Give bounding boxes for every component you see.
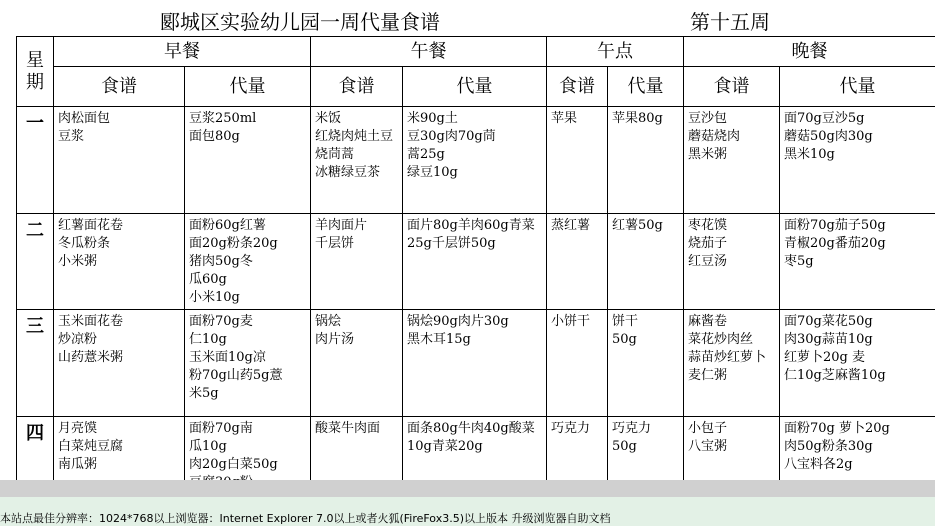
- meal-header-breakfast: 早餐: [54, 37, 311, 67]
- dinner-amount-cell: 面70g豆沙5g 蘑菇50g肉30g 黑米10g: [780, 107, 935, 214]
- snack-amount-cell: 饼干 50g: [608, 310, 684, 417]
- day-cell: 四: [17, 417, 54, 517]
- footer-note: 本站点最佳分辨率：1024*768以上浏览器：Internet Explorer 7.0以上或者火狐(FireFox3.5)以上版本 升级浏览器自助文档: [0, 512, 611, 525]
- snack-amount-cell: 巧克力 50g: [608, 417, 684, 517]
- amount-header: 代量: [403, 67, 547, 107]
- meal-header-snack: 午点: [547, 37, 684, 67]
- snack-recipe-cell: 蒸红薯: [547, 214, 608, 310]
- recipe-header: 食谱: [684, 67, 780, 107]
- breakfast-amount-cell: 豆浆250ml 面包80g: [185, 107, 311, 214]
- recipe-header: 食谱: [311, 67, 403, 107]
- breakfast-amount-cell: 面粉60g红薯 面20g粉条20g 猪肉50g冬 瓜60g 小米10g: [185, 214, 311, 310]
- day-cell: 三: [17, 310, 54, 417]
- recipe-header: 食谱: [547, 67, 608, 107]
- weekly-menu-table: [16, 36, 935, 517]
- week-label: 第十五周: [690, 10, 770, 34]
- lunch-amount-cell: 面片80g羊肉60g青菜25g千层饼50g: [403, 214, 547, 310]
- table-row: [17, 107, 935, 214]
- lunch-recipe-cell: 米饭 红烧肉炖土豆 烧茼蒿 冰糖绿豆茶: [311, 107, 403, 214]
- page-title: 郾城区实验幼儿园一周代量食谱: [160, 10, 440, 34]
- lunch-amount-cell: 面条80g牛肉40g酸菜10g青菜20g: [403, 417, 547, 517]
- breakfast-amount-cell: 面粉70g麦 仁10g 玉米面10g凉 粉70g山药5g薏 米5g: [185, 310, 311, 417]
- dinner-amount-cell: 面粉70g 萝卜20g 肉50g粉条30g 八宝料各2g: [780, 417, 935, 517]
- snack-recipe-cell: 小饼干: [547, 310, 608, 417]
- dinner-recipe-cell: 麻酱卷 菜花炒肉丝 蒜苗炒红萝卜 麦仁粥: [684, 310, 780, 417]
- lunch-recipe-cell: 羊肉面片 千层饼: [311, 214, 403, 310]
- recipe-header: 食谱: [54, 67, 185, 107]
- lunch-amount-cell: 米90g土 豆30g肉70g茼 蒿25g 绿豆10g: [403, 107, 547, 214]
- dinner-recipe-cell: 豆沙包 蘑菇烧肉 黑米粥: [684, 107, 780, 214]
- breakfast-recipe-cell: 玉米面花卷 炒凉粉 山药薏米粥: [54, 310, 185, 417]
- breakfast-recipe-cell: 月亮馍 白菜炖豆腐 南瓜粥: [54, 417, 185, 517]
- breakfast-recipe-cell: 肉松面包 豆浆: [54, 107, 185, 214]
- table-row: [17, 310, 935, 417]
- day-header: 星期: [17, 37, 54, 107]
- meal-header-lunch: 午餐: [311, 37, 547, 67]
- day-cell: 一: [17, 107, 54, 214]
- dinner-amount-cell: 面粉70g茄子50g 青椒20g番茄20g 枣5g: [780, 214, 935, 310]
- dinner-recipe-cell: 枣花馍 烧茄子 红豆汤: [684, 214, 780, 310]
- day-cell: 二: [17, 214, 54, 310]
- meal-header-dinner: 晚餐: [684, 37, 935, 67]
- lunch-recipe-cell: 锅烩 肉片汤: [311, 310, 403, 417]
- breakfast-recipe-cell: 红薯面花卷 冬瓜粉条 小米粥: [54, 214, 185, 310]
- table-row: [17, 214, 935, 310]
- snack-amount-cell: 苹果80g: [608, 107, 684, 214]
- dinner-amount-cell: 面70g菜花50g 肉30g蒜苗10g 红萝卜20g 麦 仁10g芝麻酱10g: [780, 310, 935, 417]
- lunch-recipe-cell: 酸菜牛肉面: [311, 417, 403, 517]
- snack-recipe-cell: 苹果: [547, 107, 608, 214]
- dinner-recipe-cell: 小包子 八宝粥: [684, 417, 780, 517]
- footer-divider: [0, 480, 935, 497]
- lunch-amount-cell: 锅烩90g肉片30g 黑木耳15g: [403, 310, 547, 417]
- header-row-sub: [17, 67, 935, 107]
- menu-title: [0, 10, 935, 34]
- amount-header: 代量: [780, 67, 935, 107]
- header-row-meals: [17, 37, 935, 67]
- amount-header: 代量: [185, 67, 311, 107]
- amount-header: 代量: [608, 67, 684, 107]
- snack-amount-cell: 红薯50g: [608, 214, 684, 310]
- snack-recipe-cell: 巧克力: [547, 417, 608, 517]
- breakfast-amount-cell: 面粉70g南 瓜10g 肉20g白菜50g: [185, 417, 311, 517]
